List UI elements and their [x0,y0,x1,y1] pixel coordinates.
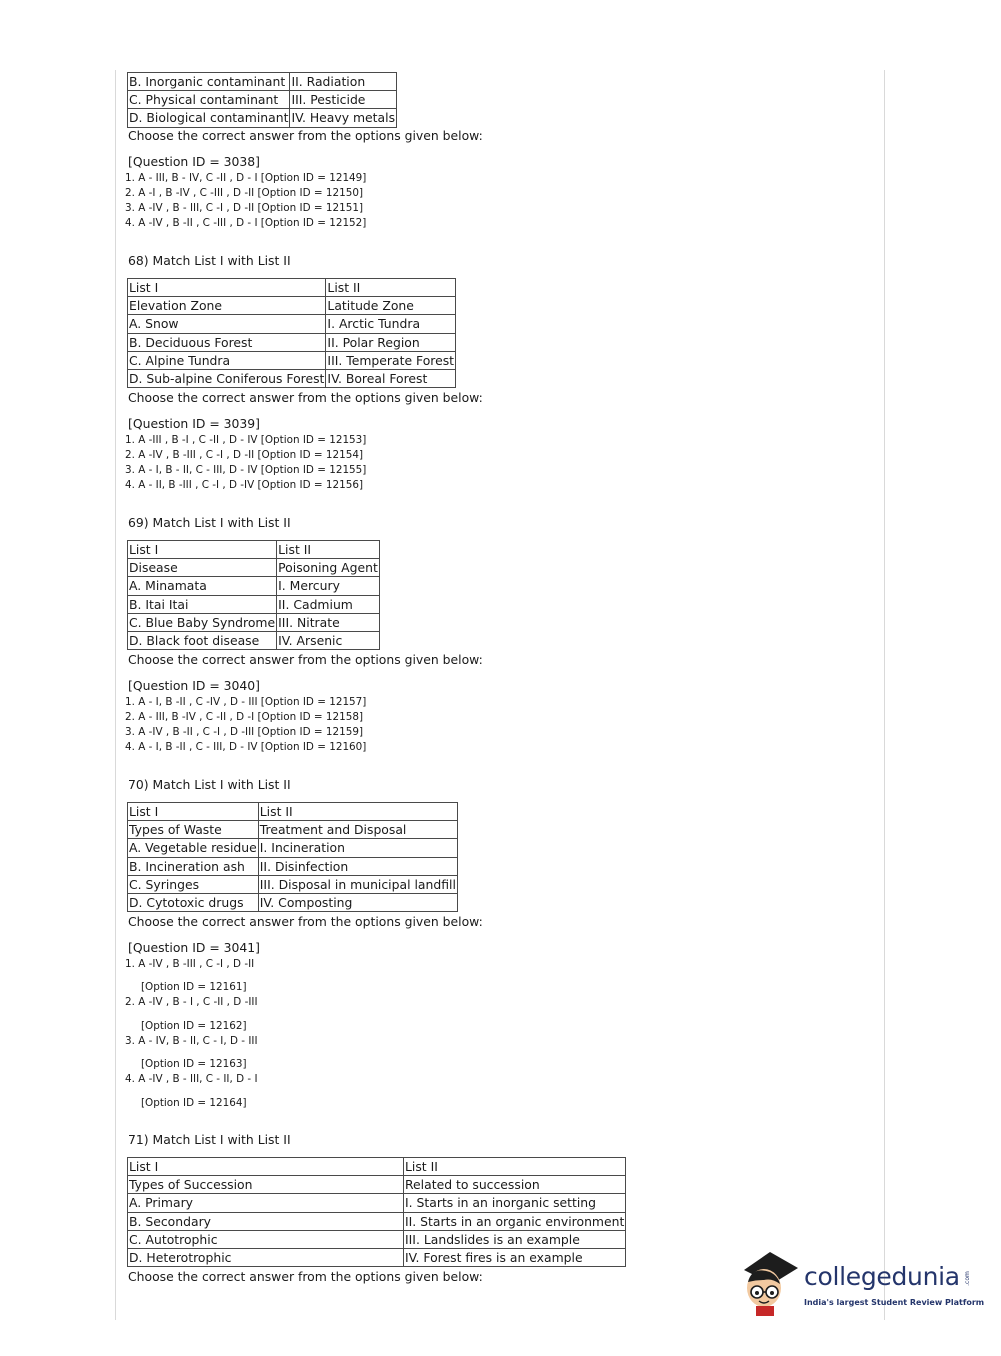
option-item: 2. A -IV , B -III , C -I , D -II [Option ID = 12154] [125,449,364,461]
option-id: [Option ID = 12161] [141,981,247,993]
choose-instruction: Choose the correct answer from the options given below: [128,914,483,929]
table-cell: A. Snow [128,315,326,333]
table-cell: List II [258,803,457,821]
table-cell: IV. Forest fires is an example [404,1249,626,1267]
choose-instruction: Choose the correct answer from the options given below: [128,652,483,667]
option-item: 4. A -IV , B - III, C - II, D - I [125,1073,258,1085]
table-cell: A. Primary [128,1194,404,1212]
table-row [128,333,456,351]
q70-match-table [127,802,458,912]
option-item: 4. A - I, B -II , C - III, D - IV [Option ID = 12160] [125,741,367,753]
table-cell: D. Sub-alpine Coniferous Forest [129,371,325,387]
q71-match-table [127,1157,626,1267]
table-cell: Types of Waste [128,821,259,839]
table-row [128,370,456,388]
table-cell: B. Incineration ash [128,857,259,875]
question-heading: 68) Match List I with List II [128,253,291,268]
logo-tagline: India's largest Student Review Platform [804,1298,985,1307]
table-cell: C. Syringes [128,875,259,893]
table-cell: B. Secondary [128,1212,404,1230]
table-cell: List I [128,541,277,559]
table-cell: II. Cadmium [277,595,380,613]
table-row [128,595,380,613]
page-border-left [115,70,116,1320]
table-cell: I. Starts in an inorganic setting [404,1194,626,1212]
option-item: 1. A - III, B - IV, C -II , D - I [Option ID = 12149] [125,172,367,184]
table-row [128,1230,626,1248]
table-cell: C. Physical contaminant [128,91,290,109]
table-row [128,559,380,577]
choose-instruction: Choose the correct answer from the options given below: [128,128,483,143]
option-id: [Option ID = 12162] [141,1020,247,1032]
table-row [128,297,456,315]
table-cell: Poisoning Agent [278,560,378,576]
table-cell: A. Minamata [128,577,277,595]
table-cell: List I [128,1158,404,1176]
table-row [128,632,380,650]
q69-match-table [127,540,380,650]
table-cell: C. Blue Baby Syndrome [129,614,276,630]
table-row [128,351,456,369]
table-cell: B. Itai Itai [128,595,277,613]
table-row [128,279,456,297]
table-cell: I. Incineration [258,839,457,857]
table-row [128,839,458,857]
table-cell: Related to succession [404,1176,626,1194]
table-cell: B. Inorganic contaminant [128,73,290,91]
table-cell: II. Radiation [290,73,397,91]
table-cell: Treatment and Disposal [258,821,457,839]
table-row [128,1194,626,1212]
table-cell: D. Black foot disease [128,632,277,650]
table-cell: IV. Boreal Forest [326,370,456,388]
table-row [128,541,380,559]
table-cell: List II [277,541,380,559]
page-border-right [884,70,885,1320]
table-cell: Latitude Zone [326,297,456,315]
option-id: [Option ID = 12163] [141,1058,247,1070]
table-cell: List I [128,803,259,821]
option-item: 2. A - III, B -IV , C -II , D -I [Option ID = 12158] [125,711,364,723]
table-cell: III. Pesticide [290,91,397,109]
table-cell: II. Starts in an organic environment [405,1213,625,1229]
choose-instruction: Choose the correct answer from the options given below: [128,1269,483,1284]
table-cell: III. Nitrate [277,613,380,631]
table-cell: B. Deciduous Forest [128,333,326,351]
table-row [128,1249,626,1267]
table-row [128,91,397,109]
option-item: 3. A - IV, B - II, C - I, D - III [125,1035,258,1047]
option-item: 4. A - II, B -III , C -I , D -IV [Option ID = 12156] [125,479,364,491]
question-heading: 70) Match List I with List II [128,777,291,792]
table-row [128,821,458,839]
table-row [128,577,380,595]
table-row [128,875,458,893]
table-cell: IV. Composting [258,894,457,912]
table-row [128,73,397,91]
option-id: [Option ID = 12164] [141,1097,247,1109]
table-cell: II. Disinfection [258,857,457,875]
table-cell: D. Heterotrophic [128,1249,404,1267]
option-item: 1. A - I, B -II , C -IV , D - III [Option ID = 12157] [125,696,367,708]
option-item: 3. A - I, B - II, C - III, D - IV [Option ID = 12155] [125,464,367,476]
choose-instruction: Choose the correct answer from the options given below: [128,390,483,405]
option-item: 2. A -I , B -IV , C -III , D -II [Option ID = 12150] [125,187,364,199]
table-cell: III. Temperate Forest [327,352,455,368]
question-heading: 71) Match List I with List II [128,1132,291,1147]
table-cell: List II [404,1158,626,1176]
table-cell: C. Autotrophic [128,1230,404,1248]
table-cell: IV. Arsenic [277,632,380,650]
logo-suffix: .com [963,1271,971,1286]
table-cell: A. Vegetable residue [129,840,257,856]
table-row [128,803,458,821]
option-item: 1. A -IV , B -III , C -I , D -II [125,958,255,970]
table-row [128,1212,626,1230]
option-item: 2. A -IV , B - I , C -II , D -III [125,996,258,1008]
table-cell: II. Polar Region [326,333,456,351]
table-cell: Disease [128,559,277,577]
table-cell: List I [128,279,326,297]
table-cell: List II [326,279,456,297]
question-heading: 69) Match List I with List II [128,515,291,530]
table-cell: III. Disposal in municipal landfill [259,876,456,892]
question-id: [Question ID = 3041] [128,940,261,955]
table-row [128,315,456,333]
table-cell: III. Landslides is an example [404,1230,626,1248]
table-row [128,613,380,631]
table-row [128,1176,626,1194]
option-item: 4. A -IV , B -II , C -III , D - I [Option ID = 12152] [125,217,367,229]
table-cell: I. Mercury [277,577,380,595]
table-cell: C. Alpine Tundra [128,351,326,369]
q67-match-table [127,72,397,128]
question-id: [Question ID = 3040] [128,678,261,693]
option-item: 3. A -IV , B -II , C -I , D -III [Option ID = 12159] [125,726,364,738]
table-row [128,857,458,875]
table-cell: D. Cytotoxic drugs [128,894,259,912]
table-cell: IV. Heavy metals [291,110,396,126]
question-id: [Question ID = 3038] [128,154,261,169]
option-item: 1. A -III , B -I , C -II , D - IV [Option ID = 12153] [125,434,367,446]
table-row [128,894,458,912]
table-cell: Types of Succession [128,1176,404,1194]
table-row [128,1158,626,1176]
option-item: 3. A -IV , B - III, C -I , D -II [Option ID = 12151] [125,202,364,214]
table-cell: I. Arctic Tundra [326,315,456,333]
table-cell: D. Biological contaminant [129,110,289,126]
table-row [128,109,397,127]
q68-match-table [127,278,456,388]
table-cell: Elevation Zone [128,297,326,315]
question-id: [Question ID = 3039] [128,416,261,431]
logo-wordmark: collegedunia [804,1262,960,1291]
